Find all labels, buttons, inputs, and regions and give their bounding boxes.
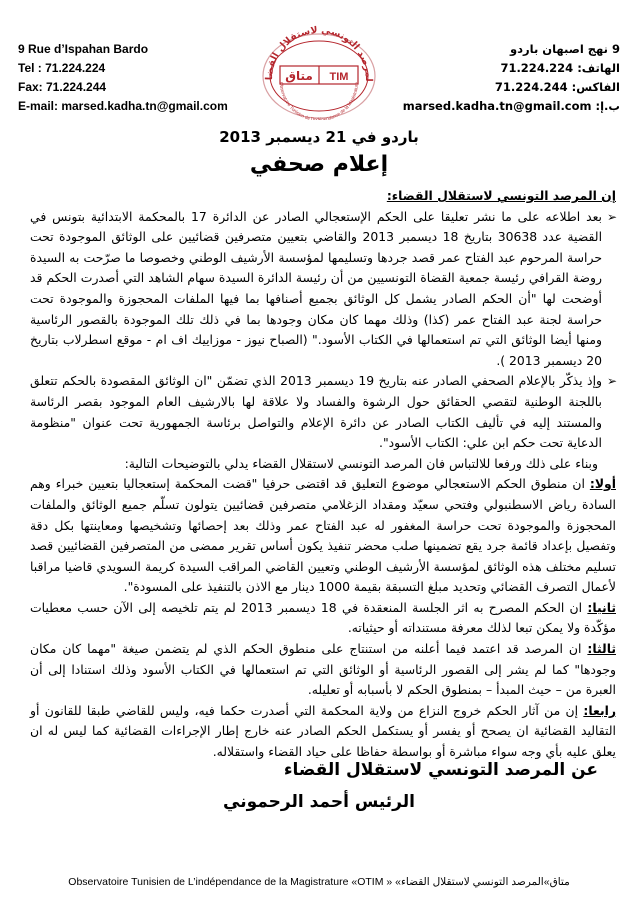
- header-contact-fr: [18, 40, 248, 116]
- point-text: ان المرصد قد اعتمد فيما أعلنه من استنتاج على منطوق الحكم الذي لم يتضمن صيغة "مهما كان مكان وجودها" كما لم يشر إلى القصور الرئاسية أو الوثائق التي تم استعمالها في الكتاب الأسود وذلك استنادا إلى أن العبرة من – حيث المبدأ – بمنطوق الحكم لا بأسبابه أو تعليله.: [30, 641, 616, 698]
- tel-line-ar: الهاتف: 71.224.224: [500, 61, 620, 75]
- logo-fr-abbr: TIM: [329, 71, 349, 83]
- signature-org: عن المرصد التونسي لاستقلال القضاء: [283, 760, 598, 780]
- fax-line-ar: الفاكس: 71.224.244: [494, 80, 620, 94]
- tel-line: Tel : 71.224.224: [18, 61, 106, 75]
- point-label: أولا:: [589, 476, 616, 492]
- logo-arc-text: لمرصد التونسي لاستقلال القضا: [263, 24, 375, 82]
- point-paragraph-1: [30, 474, 616, 598]
- point-paragraph-3: [30, 639, 616, 701]
- bullet-paragraph-2: [30, 371, 616, 453]
- point-text: ان الحكم المصرح به اثر الجلسة المنعقدة في 18 ديسمبر 2013 لم يتم تلخيصه إلى الآن حسب معطيات مؤكّدة ولا يمكن تبعا لذلك معرفة مستنداته أو حيثياته.: [30, 599, 616, 636]
- page-title: إعلام صحفي: [249, 152, 389, 177]
- signature-name: الرئيس أحمد الرحموني: [223, 792, 415, 812]
- press-release-body: [30, 186, 616, 763]
- addressee: إن المرصد التونسي لاستقلال القضاء:: [386, 188, 616, 203]
- email-line-ar: ب.إ: marsed.kadha.tn@gmail.com: [402, 99, 620, 113]
- point-label: رابعا:: [583, 702, 616, 718]
- bullet-paragraph-1: [30, 207, 616, 372]
- point-text: إن من آثار الحكم خروج النزاع من ولاية المحكمة التي أصدرت حكما فيه، وليس للقاضي طبقا للقانون أو التقاليد القضائية ان يصحح أو يفسر أو يستكمل الحكم الصادر عنه خارج إطار الإجراءات القضائية كما ليس له ان يعلق عليه بأي وجه سواء مباشرة أو بواسطة حفاظا على حياد القضاء واستقلاله.: [30, 702, 616, 760]
- intro-paragraph: وبناء على ذلك ورفعا للالتباس فان المرصد التونسي لاستقلال القضاء يدلي بالتوضيحات التالية:: [124, 455, 598, 471]
- otim-logo: [258, 20, 380, 120]
- logo-fr-name: Observatoire Tunisien de l'Indépendance de la Magistrature: [278, 82, 360, 120]
- point-paragraph-2: [30, 598, 616, 639]
- fax-line: Fax: 71.224.244: [18, 80, 107, 94]
- bullet-text-1: بعد اطلاعه على ما نشر تعليقا على الحكم الإستعجالي الصادر عن الدائرة 17 بالمحكمة الابتدائية بتونس في القضية عدد 30638 بتاريخ 18 ديسمبر 2013 والقاضي بتعيين متصرفين قضائيين على الوثائق الموجودة تحت حراسة المرحوم عبد الفتاح عمر قصد جردها وتسليمها لمؤسسة الأرشيف الوطني وخصوصا ما صرّحت به السيدة روضة القرافي رئيسة جمعية القضاة التونسيين من أن رئيسة الدائرة السيدة سهام الشاهد التي أصدرت الحكم قد أوضحت لها "أن الحكم الصادر يشمل كل الوثائق بجميع أصنافها بما فيها الملفات المحجوزة والموجودة تحت حراسة لجنة عبد الفتاح عمر (كذا) وذلك مهما كان مكان وجودها بما في ذلك تلك الموجودة بالقصور الرئاسية ومنها أيضا الوثائق التي تم استعمالها في الكتاب الأسود." (الصباح نيوز - موزاييك اف ام - موقع اسطرلاب بتاريخ 20 ديسمبر 2013 ).: [30, 208, 603, 368]
- address-line: 9 Rue d’Ispahan Bardo: [18, 42, 149, 56]
- dateline: باردو في 21 ديسمبر 2013: [219, 128, 419, 146]
- point-label: ثانيا:: [587, 599, 616, 615]
- logo-graphic: [258, 20, 380, 120]
- logo-ar-abbr: متاق: [285, 69, 313, 83]
- header-contact-ar: [390, 40, 620, 116]
- point-text: ان منطوق الحكم الاستعجالي موضوع التعليق قد اقتضى حرفيا "قضت المحكمة إستعجاليا بتعيين خبراء وهم السادة رياض الاسطنبولي وفتحي سعيّد ومقداد الزغلامي متصرفين قضائيين يتولون تسلّم جميع الوثائق والملفات المحجوزة والموجودة تحت حراسة المغفور له عبد الفتاح عمر وذلك بعد إحصائها وتشخيصها ومعاينتها بكل دقة وتفصيل بإعداد قائمة جرد يقع تضمينها صلب محضر تنفيذ يكون أساس تقرير ممضى من المتصرفين القضائيين قصد تسليم مختلف هذه الوثائق لمؤسسة الأرشيف الوطني وتعيين القاضي المراقب السيدة كريمة السويدي قاضيا مراقبا لأعمال التصرف القضائي وتحديد مبلغ التسبقة بقيمة 1000 دينار مع الاذن بالتنفيذ على المسودة".: [30, 476, 616, 595]
- address-line-ar: 9 نهج اصبهان باردو: [509, 42, 620, 56]
- point-label: ثالثا:: [587, 641, 616, 657]
- arrow-bullet-icon: ➢: [606, 374, 617, 389]
- page-footer: Observatoire Tunisien de L’indépendance de la Magistrature «OTIM » «متاق»المرصد التونسي لاستقلال القضاء: [68, 876, 570, 888]
- point-paragraph-4: [30, 701, 616, 763]
- arrow-bullet-icon: ➢: [606, 209, 617, 224]
- email-line: E-mail: marsed.kadha.tn@gmail.com: [18, 99, 228, 113]
- bullet-text-2: وإذ يذكّر بالإعلام الصحفي الصادر عنه بتاريخ 19 ديسمبر 2013 الذي تضمّن "ان الوثائق المقصودة بالحكم تتعلق باللجنة الوطنية لتقصي الحقائق حول الرشوة والفساد ولا علاقة لها بالارشيف العام الموجود بقصر الرئاسة والمستند إليه في تأليف الكتاب الصادر عن دائرة الإعلام والتواصل برئاسة الجمهورية تحت عنوان "منظومة الدعاية تحت حكم ابن علي: الكتاب الأسود".: [30, 373, 602, 451]
